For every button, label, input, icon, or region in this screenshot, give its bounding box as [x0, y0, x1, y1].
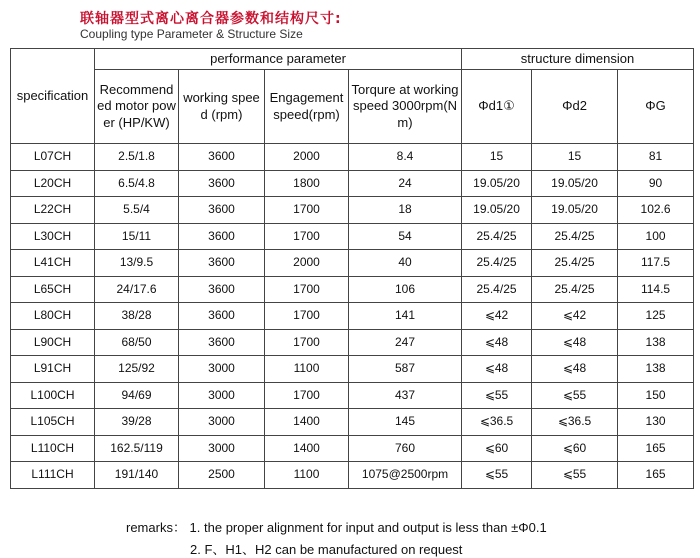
cell-torque: 18 — [349, 197, 462, 224]
cell-engagement-speed: 1100 — [265, 356, 349, 383]
table-row — [11, 250, 694, 277]
cell-g: 130 — [618, 409, 694, 436]
cell-model: L111CH — [11, 462, 95, 489]
cell-working-speed: 3600 — [179, 303, 265, 330]
cell-torque: 8.4 — [349, 144, 462, 171]
cell-g: 90 — [618, 170, 694, 197]
cell-torque: 40 — [349, 250, 462, 277]
cell-d2: ⩽42 — [532, 303, 618, 330]
cell-model: L100CH — [11, 382, 95, 409]
header-structure-group: structure dimension — [462, 49, 694, 70]
table-row — [11, 170, 694, 197]
cell-motor-power: 191/140 — [95, 462, 179, 489]
header-specification: specification — [11, 49, 95, 144]
cell-working-speed: 3000 — [179, 356, 265, 383]
cell-d1: 25.4/25 — [462, 250, 532, 277]
cell-working-speed: 3600 — [179, 197, 265, 224]
cell-d2: 19.05/20 — [532, 197, 618, 224]
cell-motor-power: 162.5/119 — [95, 435, 179, 462]
cell-model: L80CH — [11, 303, 95, 330]
cell-motor-power: 38/28 — [95, 303, 179, 330]
cell-engagement-speed: 1100 — [265, 462, 349, 489]
page-title-en: Coupling type Parameter & Structure Size — [80, 27, 303, 41]
cell-engagement-speed: 1700 — [265, 223, 349, 250]
cell-model: L07CH — [11, 144, 95, 171]
cell-d1: 25.4/25 — [462, 276, 532, 303]
cell-motor-power: 68/50 — [95, 329, 179, 356]
cell-engagement-speed: 1700 — [265, 197, 349, 224]
cell-motor-power: 2.5/1.8 — [95, 144, 179, 171]
cell-model: L91CH — [11, 356, 95, 383]
cell-torque: 760 — [349, 435, 462, 462]
cell-working-speed: 3600 — [179, 144, 265, 171]
table-row — [11, 329, 694, 356]
cell-working-speed: 2500 — [179, 462, 265, 489]
cell-d1: ⩽36.5 — [462, 409, 532, 436]
cell-working-speed: 3600 — [179, 329, 265, 356]
cell-motor-power: 5.5/4 — [95, 197, 179, 224]
table-row — [11, 409, 694, 436]
cell-engagement-speed: 2000 — [265, 250, 349, 277]
table-row — [11, 303, 694, 330]
header-motor-power: Recommended motor power (HP/KW) — [95, 70, 179, 144]
cell-d1: ⩽42 — [462, 303, 532, 330]
table-row — [11, 356, 694, 383]
cell-engagement-speed: 1400 — [265, 409, 349, 436]
cell-d2: ⩽36.5 — [532, 409, 618, 436]
cell-engagement-speed: 2000 — [265, 144, 349, 171]
cell-engagement-speed: 1700 — [265, 382, 349, 409]
cell-d1: 19.05/20 — [462, 170, 532, 197]
table-row — [11, 223, 694, 250]
cell-engagement-speed: 1700 — [265, 303, 349, 330]
cell-motor-power: 125/92 — [95, 356, 179, 383]
cell-d2: 15 — [532, 144, 618, 171]
cell-g: 150 — [618, 382, 694, 409]
cell-torque: 1075@2500rpm — [349, 462, 462, 489]
table-row — [11, 276, 694, 303]
header-d2: Φd2 — [532, 70, 618, 144]
cell-d2: 25.4/25 — [532, 250, 618, 277]
cell-model: L30CH — [11, 223, 95, 250]
cell-torque: 587 — [349, 356, 462, 383]
cell-d2: 25.4/25 — [532, 223, 618, 250]
cell-g: 125 — [618, 303, 694, 330]
cell-motor-power: 6.5/4.8 — [95, 170, 179, 197]
cell-d2: ⩽48 — [532, 356, 618, 383]
header-engagement-speed: Engagement speed(rpm) — [265, 70, 349, 144]
cell-motor-power: 24/17.6 — [95, 276, 179, 303]
cell-model: L20CH — [11, 170, 95, 197]
spec-table-body — [11, 144, 694, 489]
cell-d1: 25.4/25 — [462, 223, 532, 250]
cell-torque: 141 — [349, 303, 462, 330]
cell-engagement-speed: 1400 — [265, 435, 349, 462]
cell-d1: ⩽48 — [462, 329, 532, 356]
cell-d1: ⩽55 — [462, 382, 532, 409]
cell-g: 165 — [618, 462, 694, 489]
cell-engagement-speed: 1800 — [265, 170, 349, 197]
header-working-speed: working speed (rpm) — [179, 70, 265, 144]
cell-torque: 106 — [349, 276, 462, 303]
remarks-line-1: remarks： 1. the proper alignment for input and output is less than ±Φ0.1 — [126, 520, 547, 535]
cell-torque: 145 — [349, 409, 462, 436]
cell-g: 81 — [618, 144, 694, 171]
cell-model: L22CH — [11, 197, 95, 224]
cell-working-speed: 3600 — [179, 170, 265, 197]
cell-d2: ⩽48 — [532, 329, 618, 356]
cell-working-speed: 3600 — [179, 276, 265, 303]
cell-torque: 437 — [349, 382, 462, 409]
cell-d2: 25.4/25 — [532, 276, 618, 303]
cell-g: 114.5 — [618, 276, 694, 303]
cell-model: L41CH — [11, 250, 95, 277]
cell-motor-power: 94/69 — [95, 382, 179, 409]
cell-d2: ⩽55 — [532, 462, 618, 489]
cell-working-speed: 3000 — [179, 435, 265, 462]
header-torque: Torqure at working speed 3000rpm(Nm) — [349, 70, 462, 144]
remarks-line-2: 2. F、H1、H2 can be manufactured on request — [190, 542, 463, 557]
cell-engagement-speed: 1700 — [265, 276, 349, 303]
cell-working-speed: 3600 — [179, 223, 265, 250]
table-row — [11, 197, 694, 224]
cell-g: 138 — [618, 329, 694, 356]
cell-torque: 24 — [349, 170, 462, 197]
cell-d1: ⩽48 — [462, 356, 532, 383]
spec-table — [10, 48, 694, 489]
cell-g: 165 — [618, 435, 694, 462]
table-row — [11, 144, 694, 171]
cell-d2: ⩽55 — [532, 382, 618, 409]
cell-model: L105CH — [11, 409, 95, 436]
cell-g: 117.5 — [618, 250, 694, 277]
cell-torque: 247 — [349, 329, 462, 356]
cell-working-speed: 3600 — [179, 250, 265, 277]
cell-d2: 19.05/20 — [532, 170, 618, 197]
cell-motor-power: 15/11 — [95, 223, 179, 250]
cell-model: L110CH — [11, 435, 95, 462]
cell-model: L90CH — [11, 329, 95, 356]
cell-g: 102.6 — [618, 197, 694, 224]
cell-d2: ⩽60 — [532, 435, 618, 462]
cell-motor-power: 13/9.5 — [95, 250, 179, 277]
cell-g: 100 — [618, 223, 694, 250]
cell-working-speed: 3000 — [179, 409, 265, 436]
cell-engagement-speed: 1700 — [265, 329, 349, 356]
cell-working-speed: 3000 — [179, 382, 265, 409]
cell-torque: 54 — [349, 223, 462, 250]
header-performance-group: performance parameter — [95, 49, 462, 70]
table-row — [11, 382, 694, 409]
header-g: ΦG — [618, 70, 694, 144]
cell-d1: 19.05/20 — [462, 197, 532, 224]
page-title-cn: 联轴器型式离心离合器参数和结构尺寸: — [80, 11, 342, 27]
table-row — [11, 462, 694, 489]
cell-motor-power: 39/28 — [95, 409, 179, 436]
cell-g: 138 — [618, 356, 694, 383]
table-row — [11, 435, 694, 462]
header-d1: Φd1① — [462, 70, 532, 144]
cell-d1: 15 — [462, 144, 532, 171]
cell-model: L65CH — [11, 276, 95, 303]
cell-d1: ⩽60 — [462, 435, 532, 462]
cell-d1: ⩽55 — [462, 462, 532, 489]
